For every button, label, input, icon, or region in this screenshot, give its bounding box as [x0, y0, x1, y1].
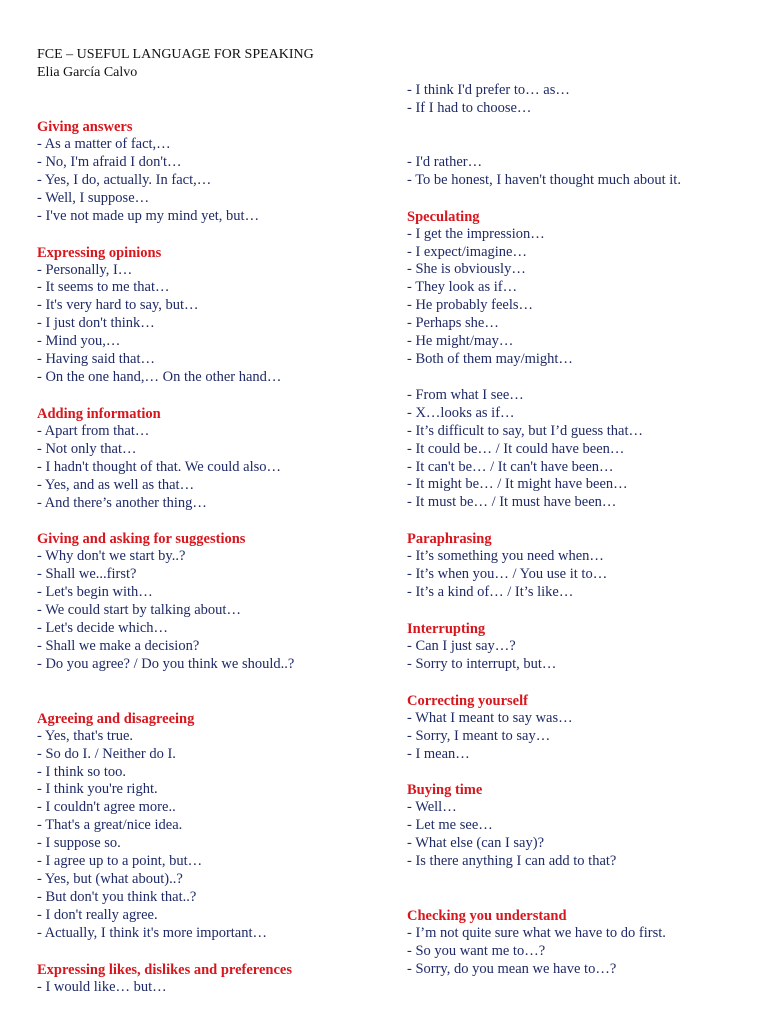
spacer	[407, 602, 752, 620]
phrase-item: - It's very hard to say, but…	[37, 297, 199, 314]
right-column	[407, 82, 752, 979]
phrase-item: - So you want me to…?	[407, 943, 546, 959]
phrase-item: - It seems to me that…	[37, 279, 170, 296]
section-heading: Buying time	[407, 782, 483, 799]
phrase-item: - I mean…	[407, 745, 470, 762]
spacer	[407, 118, 752, 154]
phrase-item: - On the one hand,… On the other hand…	[37, 368, 282, 385]
phrase-item: - Let me see…	[407, 817, 493, 834]
phrase-item: - Well, I suppose…	[37, 189, 150, 206]
phrase-item: - To be honest, I haven't thought much about it.	[407, 171, 681, 188]
phrase-item: - Perhaps she…	[407, 315, 499, 332]
phrase-item: - It might be… / It might have been…	[407, 476, 628, 493]
section-heading: Adding information	[37, 405, 161, 422]
phrase-item: - I get the impression…	[407, 225, 545, 242]
phrase-item: - She is obviously…	[407, 261, 526, 278]
phrase-item: - It can't be… / It can't have been…	[407, 458, 614, 475]
document-title: FCE – USEFUL LANGUAGE FOR SPEAKING	[37, 47, 314, 62]
section-interrupting	[407, 620, 752, 674]
phrase-item: - Yes, but (what about)..?	[37, 871, 183, 887]
phrase-item: - Let's begin with…	[37, 584, 153, 601]
section-adding-information	[37, 405, 382, 513]
phrase-item: - I agree up to a point, but…	[37, 853, 203, 870]
section-heading: Checking you understand	[407, 908, 567, 925]
phrase-item: - I think you're right.	[37, 781, 158, 798]
section-heading: Correcting yourself	[407, 692, 528, 709]
section-expressing-opinions	[37, 244, 382, 387]
phrase-item: - X…looks as if…	[407, 404, 515, 421]
phrase-item: - I suppose so.	[37, 835, 121, 852]
phrase-item: - Sorry to interrupt, but…	[407, 655, 557, 672]
phrase-item: - I hadn't thought of that. We could also…	[37, 458, 282, 475]
phrase-item: - Not only that…	[37, 440, 137, 457]
section-correcting-yourself	[407, 692, 752, 764]
section-giving-answers	[37, 118, 382, 226]
section-paraphrasing	[407, 530, 752, 602]
phrase-item: - I’m not quite sure what we have to do first.	[407, 925, 666, 942]
phrase-item: - Yes, I do, actually. In fact,…	[37, 171, 212, 188]
document-author: Elia García Calvo	[37, 65, 138, 80]
phrase-item: - It’s something you need when…	[407, 548, 604, 565]
section-speculating	[407, 208, 752, 369]
section-heading: Speculating	[407, 208, 480, 225]
phrase-item: - It’s difficult to say, but I’d guess that…	[407, 422, 643, 439]
spacer	[37, 226, 382, 244]
phrase-item: - Do you agree? / Do you think we should..?	[37, 655, 295, 672]
phrase-item: - And there’s another thing…	[37, 494, 207, 511]
phrase-item: - Personally, I…	[37, 261, 133, 278]
phrase-item: - We could start by talking about…	[37, 602, 241, 619]
section-agreeing-disagreeing	[37, 710, 382, 943]
phrase-item: - Let's decide which…	[37, 620, 169, 637]
section-heading: Expressing opinions	[37, 244, 162, 261]
phrase-item: - From what I see…	[407, 386, 524, 403]
preferences-continued-2	[407, 154, 752, 190]
phrase-item: - Why don't we start by..?	[37, 548, 186, 565]
phrase-item: - Well…	[407, 799, 457, 816]
phrase-item: - What else (can I say)?	[407, 835, 545, 852]
phrase-item: - He might/may…	[407, 333, 514, 350]
left-column	[37, 118, 382, 997]
phrase-item: - Both of them may/might…	[407, 350, 573, 367]
section-likes-dislikes	[37, 961, 382, 997]
phrase-item: - I'd rather…	[407, 153, 483, 170]
spacer	[37, 512, 382, 530]
spacer	[407, 674, 752, 692]
phrase-item: - So do I. / Neither do I.	[37, 745, 176, 762]
phrase-item: - Sorry, do you mean we have to…?	[407, 960, 617, 977]
phrase-item: - I just don't think…	[37, 315, 155, 332]
section-heading: Agreeing and disagreeing	[37, 710, 195, 727]
spacer	[37, 674, 382, 710]
section-checking-understanding	[407, 907, 752, 979]
phrase-item: - But don't you think that..?	[37, 888, 197, 905]
section-heading: Giving answers	[37, 119, 133, 135]
speculating-continued	[407, 387, 752, 512]
phrase-item: - What I meant to say was…	[407, 709, 573, 726]
phrase-item: - As a matter of fact,…	[37, 136, 171, 152]
spacer	[37, 943, 382, 961]
phrase-item: - I think so too.	[37, 763, 127, 780]
phrase-item: - Shall we make a decision?	[37, 637, 200, 654]
phrase-item: - Yes, that's true.	[37, 727, 134, 744]
section-buying-time	[407, 781, 752, 871]
phrase-item: - I couldn't agree more..	[37, 799, 176, 816]
phrase-item: - Shall we...first?	[37, 566, 137, 583]
phrase-item: - If I had to choose…	[407, 99, 532, 116]
spacer	[407, 512, 752, 530]
phrase-item: - Yes, and as well as that…	[37, 476, 195, 493]
phrase-item: - I've not made up my mind yet, but…	[37, 207, 260, 224]
document-header	[37, 46, 314, 82]
phrase-item: - I think I'd prefer to… as…	[407, 82, 570, 98]
section-heading: Paraphrasing	[407, 531, 492, 548]
spacer	[407, 190, 752, 208]
phrase-item: - That's a great/nice idea.	[37, 817, 183, 834]
phrase-item: - Apart from that…	[37, 422, 150, 439]
phrase-item: - Can I just say…?	[407, 637, 516, 654]
phrase-item: - Is there anything I can add to that?	[407, 853, 617, 870]
phrase-item: - They look as if…	[407, 279, 518, 296]
spacer	[37, 387, 382, 405]
spacer	[407, 369, 752, 387]
section-heading: Interrupting	[407, 620, 486, 637]
phrase-item: - I don't really agree.	[37, 906, 158, 923]
phrase-item: - I expect/imagine…	[407, 243, 527, 260]
phrase-item: - It must be… / It must have been…	[407, 494, 617, 511]
preferences-continued	[407, 82, 752, 118]
section-heading: Giving and asking for suggestions	[37, 531, 246, 548]
phrase-item: - Actually, I think it's more important…	[37, 924, 268, 941]
section-suggestions	[37, 530, 382, 673]
spacer	[407, 763, 752, 781]
phrase-item: - I would like… but…	[37, 978, 167, 995]
phrase-item: - It’s when you… / You use it to…	[407, 566, 608, 583]
phrase-item: - Mind you,…	[37, 333, 121, 350]
section-heading: Expressing likes, dislikes and preferences	[37, 961, 292, 978]
phrase-item: - Sorry, I meant to say…	[407, 727, 551, 744]
phrase-item: - Having said that…	[37, 351, 155, 368]
phrase-item: - It could be… / It could have been…	[407, 440, 625, 457]
phrase-item: - No, I'm afraid I don't…	[37, 153, 182, 170]
phrase-item: - He probably feels…	[407, 297, 534, 314]
phrase-item: - It’s a kind of… / It’s like…	[407, 584, 574, 601]
spacer	[407, 871, 752, 907]
